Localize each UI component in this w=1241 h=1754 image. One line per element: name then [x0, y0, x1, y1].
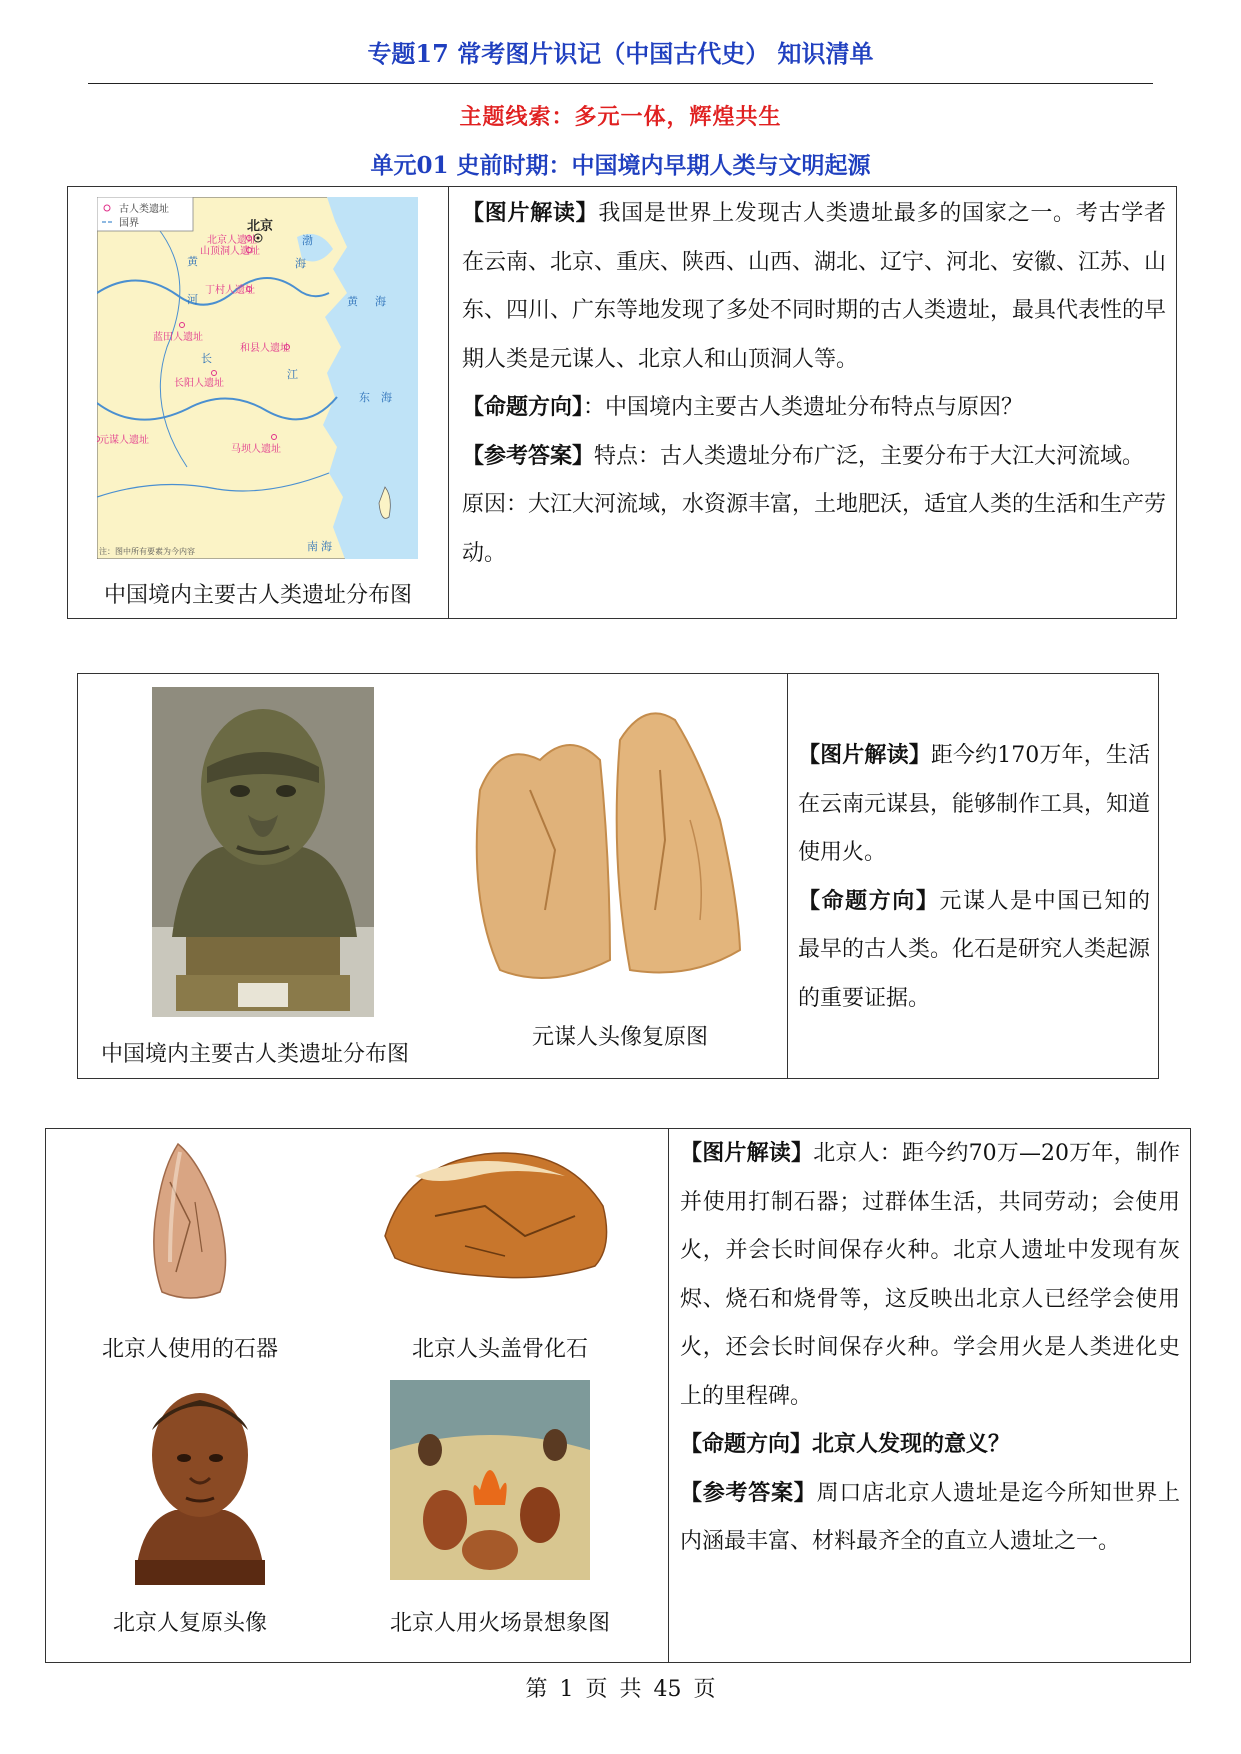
map-city-beijing: 北京: [247, 219, 274, 234]
section3-caption: 北京人头盖骨化石: [411, 1337, 588, 1362]
yuanmou-bust-image: [152, 687, 374, 1017]
section2-divider: [787, 673, 788, 1079]
map-river-label: 黄: [187, 255, 198, 268]
section2-caption-left: 中国境内主要古人类遗址分布图: [100, 1042, 409, 1067]
map-river-label: 河: [187, 293, 198, 306]
map-sea-label: 东: [359, 391, 370, 404]
page-footer: 第 1 页 共 45 页: [525, 1677, 716, 1702]
section1-caption: 中国境内主要古人类遗址分布图: [103, 583, 412, 608]
map-note: 注：图中所有要素为今内容: [99, 547, 195, 556]
map-site: 和县人遗址: [240, 343, 290, 354]
map-site: 元谋人遗址: [99, 435, 149, 446]
section3-caption: 北京人用火场景想象图: [389, 1611, 610, 1636]
interp-label: 【图片解读】: [798, 743, 931, 768]
section1-question: 【命题方向】：中国境内主要古人类遗址分布特点与原因？: [462, 395, 1024, 420]
map-legend-site: 古人类遗址: [119, 204, 169, 215]
fire-scene-image: [390, 1380, 590, 1580]
map-sea-label: 海: [321, 540, 332, 553]
theme-line: 主题线索：多元一体，辉煌共生: [459, 104, 782, 130]
section1-answer: 【参考答案】特点：古人类遗址分布广泛，主要分布于大江大河流域。: [462, 443, 1145, 469]
unit-heading: 单元01 史前时期：中国境内早期人类与文明起源: [370, 152, 871, 179]
site-distribution-map: [97, 197, 418, 559]
section1-answer-reason: 原因：大江大河流域，水资源丰富，土地肥沃，适宜人类的生活和生产劳动。: [462, 492, 1167, 566]
stone-tool-image: [140, 1142, 240, 1302]
map-sea-label: 渤: [302, 234, 313, 247]
map-site: 北京人遗址: [207, 235, 257, 246]
header-rule: [88, 83, 1153, 84]
map-site: 长阳人遗址: [174, 378, 224, 389]
interp-label: 【图片解读】: [462, 201, 599, 226]
map-sea-label: 海: [375, 295, 386, 308]
section3-text: [680, 1130, 1180, 1567]
map-river-label: 江: [287, 368, 298, 381]
map-site: 丁村人遗址: [205, 285, 255, 296]
section2-interp: 【图片解读】距今约170万年，生活在云南元谋县，能够制作工具，知道使用火。: [798, 743, 1151, 865]
section2-question: 【命题方向】元谋人是中国已知的最早的古人类。化石是研究人类起源的重要证据。: [798, 888, 1151, 1011]
map-sea-label: 海: [295, 257, 306, 270]
question-label: 【命题方向】: [798, 888, 940, 914]
section1-interp: 【图片解读】我国是世界上发现古人类遗址最多的国家之一。考古学者在云南、北京、重庆、陕西、山西、湖北、辽宁、河北、安徽、江苏、山东、四川、广东等地发现了多处不同时期的古人类遗址，最具代表性的早期人类是元谋人、北京人和山顶洞人等。: [462, 201, 1167, 372]
section3-caption: 北京人复原头像: [112, 1611, 267, 1636]
section3-divider: [668, 1128, 669, 1663]
section3-caption: 北京人使用的石器: [101, 1337, 278, 1362]
answer-label: 【参考答案】: [462, 443, 595, 469]
page-total: 45: [653, 1677, 682, 1702]
section2-caption-right: 元谋人头像复原图: [531, 1025, 708, 1050]
page-title: 专题17 常考图片识记（中国古代史） 知识清单: [367, 39, 874, 68]
question-label: 【命题方向】: [462, 395, 584, 420]
map-river-label: 长: [201, 352, 212, 365]
map-site: 山顶洞人遗址: [200, 246, 260, 257]
peking-man-bust-image: [120, 1380, 280, 1585]
section3-interp: 【图片解读】北京人：距今约70万—20万年，制作并使用打制石器；过群体生活，共同劳动；会使用火，并会长时间保存火种。北京人遗址中发现有灰烬、烧石和烧骨等，这反映出北京人已经学会使用火，还会长时间保存火种。学会用火是人类进化史上的里程碑。: [680, 1141, 1180, 1409]
section1-divider: [448, 186, 449, 619]
map-site: 马坝人遗址: [231, 444, 281, 455]
section3-question: 【命题方向】北京人发现的意义？: [680, 1432, 1011, 1457]
map-legend-border: 国界: [119, 218, 139, 229]
map-site: 蓝田人遗址: [153, 332, 203, 343]
map-sea-label: 南: [307, 540, 318, 553]
skullcap-fossil-image: [375, 1146, 615, 1286]
interp-label: 【图片解读】: [680, 1141, 814, 1166]
yuanmou-teeth-image: [460, 700, 770, 990]
map-sea-label: 黄: [347, 295, 358, 308]
section3-answer: 【参考答案】周口店北京人遗址是迄今所知世界上内涵最丰富、材料最齐全的直立人遗址之一。: [680, 1480, 1180, 1554]
section1-text: [462, 190, 1166, 578]
answer-label: 【参考答案】: [680, 1480, 817, 1506]
section2-text: [798, 732, 1150, 1023]
question-label: 【命题方向】: [680, 1432, 813, 1457]
page-number: 1: [559, 1677, 574, 1702]
map-sea-label: 海: [381, 391, 392, 404]
